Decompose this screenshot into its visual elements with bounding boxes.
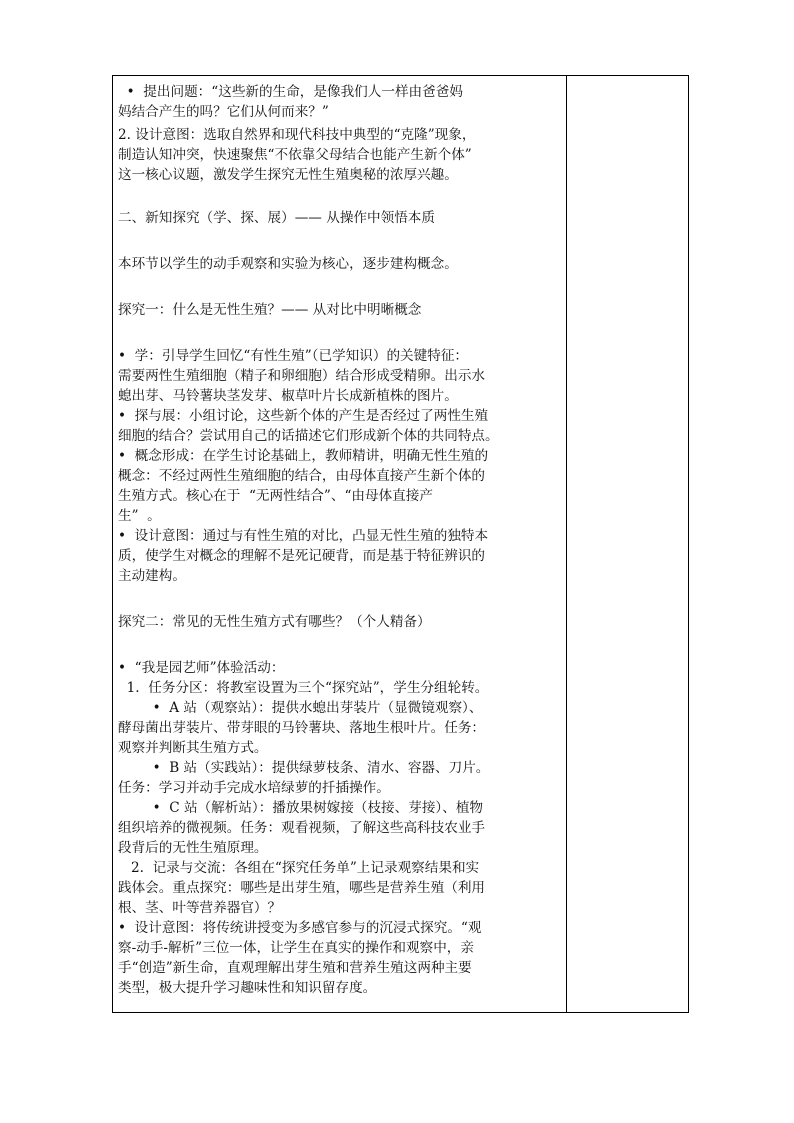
text-line: 探究二：常见的无性生殖方式有哪些？（个人精备） (118, 614, 431, 630)
text-line: 酵母菌出芽装片、带芽眼的马铃薯块、落地生根叶片。任务： (118, 720, 486, 736)
text-line: 螅出芽、马铃薯块茎发芽、椒草叶片长成新植株的图片。 (118, 388, 458, 404)
text-line: 概念：不经过两性生殖细胞的结合，由母体直接产生新个体的 (118, 468, 486, 484)
text-line: 察-动手-解析”三位一体，让学生在真实的操作和观察中，亲 (118, 940, 474, 956)
text-line: 1. 任务分区：将教室设置为三个“探究站”，学生分组轮转。 (118, 680, 489, 696)
text-line: • 探与展：小组讨论，这些新个体的产生是否经过了两性生殖 (118, 408, 489, 424)
text-line: 这一核心议题，激发学生探究无性生殖奥秘的浓厚兴趣。 (118, 167, 458, 183)
text-line: • 学：引导学生回忆“有性生殖”（已学知识）的关键特征： (118, 348, 469, 364)
column-divider (566, 75, 567, 1013)
text-line: 质，使学生对概念的理解不是死记硬背，而是基于特征辨识的 (118, 548, 486, 564)
text-line: 观察并判断其生殖方式。 (118, 740, 268, 756)
text-line: • A 站（观察站）：提供水螅出芽装片（显微镜观察）、 (118, 700, 483, 716)
text-line: 2. 记录与交流：各组在“探究任务单”上记录观察结果和实 (118, 860, 480, 876)
text-line: 妈结合产生的吗？它们从何而来？” (118, 104, 329, 120)
text-line: • B 站（实践站）：提供绿萝枝条、清水、容器、刀片。 (118, 760, 490, 776)
text-line: 主动建构。 (118, 568, 186, 584)
text-line: 细胞的结合？尝试用自己的话描述它们形成新个体的共同特点。 (118, 428, 499, 444)
text-line: 探究一：什么是无性生殖？—— 从对比中明晰概念 (118, 302, 422, 318)
text-line: • 概念形成：在学生讨论基础上，教师精讲，明确无性生殖的 (118, 448, 489, 464)
text-line: • 设计意图：将传统讲授变为多感官参与的沉浸式探究。“观 (118, 920, 482, 936)
text-line: 践体会。重点探究：哪些是出芽生殖，哪些是营养生殖（利用 (118, 880, 486, 896)
text-line: • C 站（解析站）：播放果树嫁接（枝接、芽接）、植物 (118, 800, 484, 816)
text-line: 2. 设计意图：选取自然界和现代科技中典型的“克隆”现象， (118, 127, 476, 143)
text-line: 段背后的无性生殖原理。 (118, 840, 268, 856)
text-line: 任务：学习并动手完成水培绿萝的扦插操作。 (118, 780, 390, 796)
text-line: • 设计意图：通过与有性生殖的对比，凸显无性生殖的独特本 (118, 528, 489, 544)
text-line: 二、新知探究（学、探、展）—— 从操作中领悟本质 (118, 210, 435, 226)
text-line: • 提出问题：“这些新的生命，是像我们人一样由爸爸妈 (118, 84, 463, 100)
text-line: 根、茎、叶等营养器官）？ (118, 900, 282, 916)
text-line: • “我是园艺师”体验活动： (118, 660, 285, 676)
text-line: 类型，极大提升学习趣味性和知识留存度。 (118, 980, 377, 996)
text-line: 生殖方式。核心在于 “无两性结合”、“由母体直接产 (118, 488, 433, 504)
text-line: 需要两性生殖细胞（精子和卵细胞）结合形成受精卵。出示水 (118, 368, 486, 384)
text-line: 组织培养的微视频。任务：观看视频，了解这些高科技农业手 (118, 820, 486, 836)
text-line: 本环节以学生的动手观察和实验为核心，逐步建构概念。 (118, 256, 458, 272)
text-line: 制造认知冲突，快速聚焦“不依靠父母结合也能产生新个体” (118, 147, 472, 163)
text-line: 手“创造”新生命，直观理解出芽生殖和营养生殖这两种主要 (118, 960, 472, 976)
text-line: 生” 。 (118, 508, 161, 524)
